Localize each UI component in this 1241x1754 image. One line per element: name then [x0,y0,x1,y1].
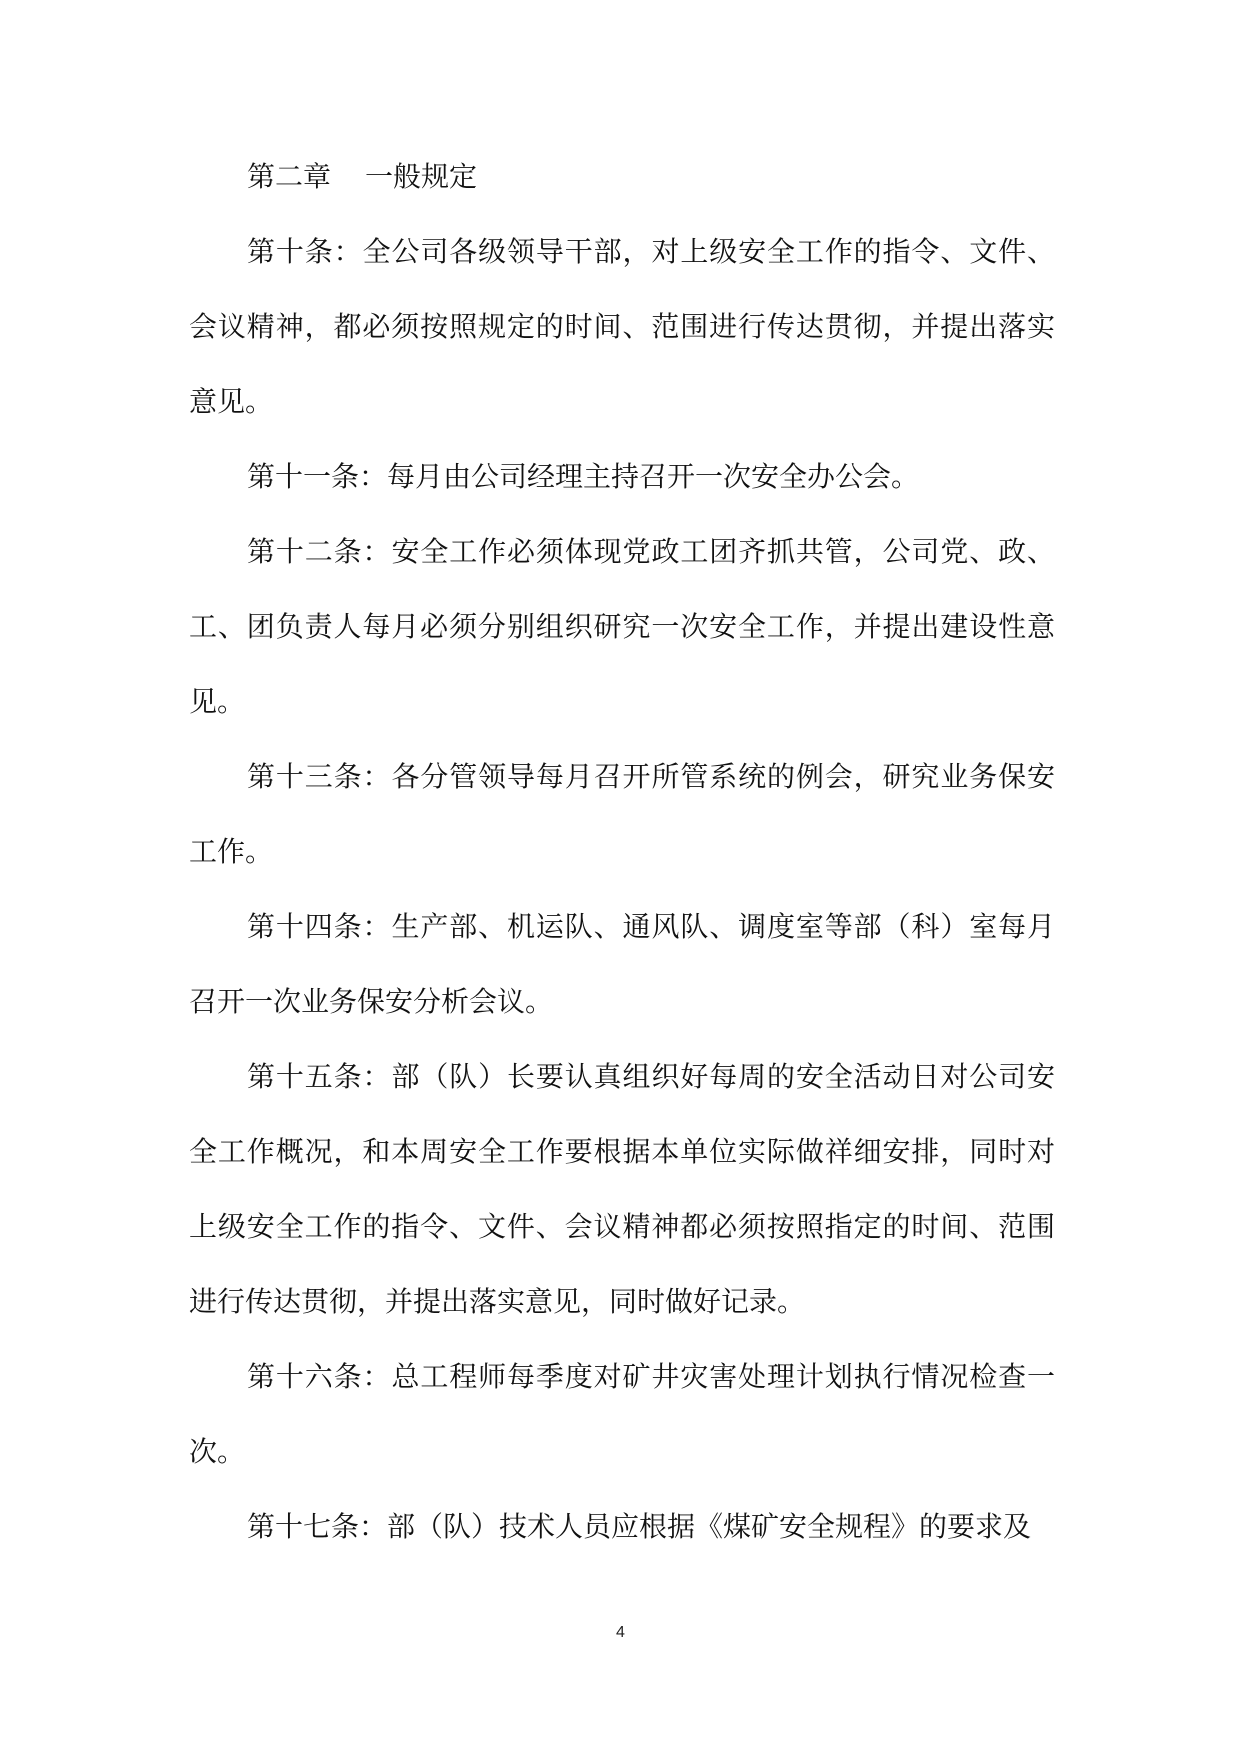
article-17 [189,1489,1055,1564]
article-text: 各分管领导每月召开所管系统的例会，研究业务保安工作。 [189,760,1055,868]
article-label: 第十四条： [247,910,392,943]
article-text: 部（队）技术人员应根据《煤矿安全规程》的要求及 [387,1510,1032,1543]
chapter-title: 一般规定 [365,160,478,193]
article-15 [189,1039,1055,1339]
article-label: 第十条： [247,235,363,268]
article-text: 每月由公司经理主持召开一次安全办公会。 [387,460,920,493]
article-13 [189,739,1055,889]
chapter-number: 第二章 [247,160,332,193]
article-14 [189,889,1055,1039]
article-12 [189,514,1055,739]
article-label: 第十五条： [247,1060,392,1093]
page-number: 4 [616,1624,625,1641]
article-label: 第十三条： [247,760,392,793]
article-label: 第十六条： [247,1360,392,1393]
article-text: 全公司各级领导干部，对上级安全工作的指令、文件、会议精神，都必须按照规定的时间、范围进行传达贯彻，并提出落实意见。 [189,235,1055,418]
article-text: 部（队）长要认真组织好每周的安全活动日对公司安全工作概况，和本周安全工作要根据本单位实际做祥细安排，同时对上级安全工作的指令、文件、会议精神都必须按照指定的时间、范围进行传达贯彻，并提出落实意见，同时做好记录。 [189,1060,1055,1318]
article-label: 第十七条： [247,1510,388,1543]
article-text: 总工程师每季度对矿井灾害处理计划执行情况检查一次。 [189,1360,1055,1468]
document-body [189,139,1055,1564]
article-text: 安全工作必须体现党政工团齐抓共管，公司党、政、工、团负责人每月必须分别组织研究一次安全工作，并提出建设性意见。 [189,535,1055,718]
article-16 [189,1339,1055,1489]
article-10 [189,214,1055,439]
article-text: 生产部、机运队、通风队、调度室等部（科）室每月召开一次业务保安分析会议。 [189,910,1055,1018]
article-label: 第十一条： [247,460,388,493]
article-label: 第十二条： [247,535,392,568]
chapter-heading [189,139,1055,214]
article-11 [189,439,1055,514]
